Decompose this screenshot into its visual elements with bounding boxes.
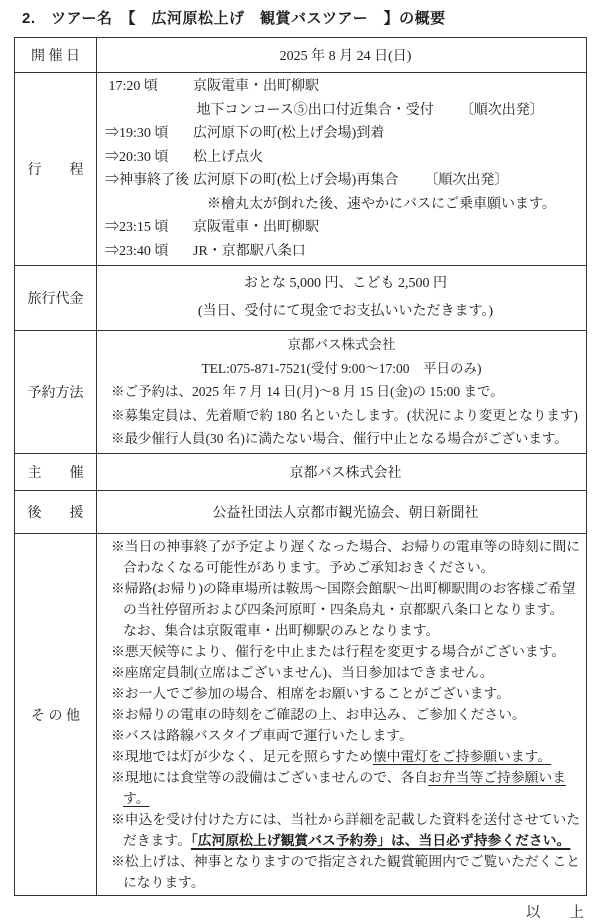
note-item: [105, 578, 586, 641]
event-date-value: 2025 年 8 月 24 日(日): [97, 38, 587, 73]
itinerary-line: [105, 169, 586, 193]
booking-line: ※最少催行人員(30 名)に満たない場合、催行中止となる場合がございます。: [111, 431, 568, 447]
itinerary-time: [105, 193, 193, 217]
other-notes-cell: [97, 534, 587, 896]
price-label: 旅行代金: [15, 266, 97, 331]
booking-label: 予約方法: [15, 331, 97, 454]
itinerary-line: [105, 146, 586, 170]
itinerary-text: 広河原下の町(松上げ会場)到着: [193, 126, 385, 141]
booking-line: ※ご予約は、2025 年 7 月 14 日(月)〜8 月 15 日(金)の 15:00 まで。: [111, 384, 504, 400]
note-item: [105, 809, 586, 851]
note-item: [105, 641, 586, 662]
other-notes-list: [105, 536, 586, 893]
note-text-bold-underlined: 「広河原松上げ観賞バス予約券」は、当日必ず持参ください。: [190, 833, 571, 848]
booking-lines: [105, 333, 586, 451]
itinerary-line: [105, 216, 586, 240]
itinerary-line: [105, 122, 586, 146]
itinerary-line: [105, 193, 586, 217]
itinerary-text: 京阪電車・出町柳駅: [193, 220, 319, 235]
note-item: [105, 536, 586, 578]
itinerary-label: 行 程: [15, 73, 97, 266]
note-text-underlined: お弁当等ご持参願います。: [123, 770, 567, 806]
note-item: [105, 746, 586, 767]
note-text: なお、集合は京阪電車・出町柳駅のみとなります。: [123, 623, 440, 638]
booking-line: ※募集定員は、先着順で約 180 名といたします。(状況により変更となります): [111, 407, 578, 423]
row-price: [15, 266, 587, 331]
row-organizer: [15, 454, 587, 491]
organizer-value: 京都バス株式会社: [97, 454, 587, 491]
note-text-underlined: 懐中電灯をご持参願います。: [372, 749, 552, 764]
itinerary-departure-note: 〔順次出発〕: [424, 173, 509, 188]
row-other-notes: [15, 534, 587, 896]
note-item: [105, 851, 586, 893]
booking-line: 京都バス株式会社: [287, 337, 396, 353]
note-text: ※バスは路線バスタイプ車両で運行いたします。: [111, 728, 413, 743]
price-lines: [105, 270, 586, 326]
note-text: ※お一人でご参加の場合、相席をお願いすることがございます。: [111, 686, 511, 701]
other-notes-label: そ の 他: [15, 534, 97, 896]
row-booking: [15, 331, 587, 454]
event-date-label: 開 催 日: [15, 38, 97, 73]
note-item: [105, 767, 586, 809]
note-item: [105, 662, 586, 683]
organizer-label: 主 催: [15, 454, 97, 491]
note-text: ※申込を受け付けた方には、当社から詳細を記載した資料を送付させていただきます。: [111, 812, 581, 848]
note-text: ※悪天候等により、催行を中止または行程を変更する場合がございます。: [111, 644, 566, 659]
itinerary-time: ⇒23:15 頃: [105, 220, 169, 235]
itinerary-text: 広河原下の町(松上げ会場)再集合: [193, 173, 399, 188]
note-text: ※現地には食堂等の設備はございませんので、各自: [111, 770, 429, 785]
itinerary-cell: [97, 73, 587, 266]
note-text: ※お帰りの電車の時刻をご確認の上、お申込み、ご参加ください。: [111, 707, 526, 722]
itinerary-text: JR・京都駅八条口: [193, 243, 306, 259]
itinerary-time: 17:20 頃: [105, 79, 158, 94]
closing-mark: 以 上: [526, 905, 584, 921]
note-text: ※帰路(お帰り)の降車場所は鞍馬〜国際会館駅〜出町柳駅間のお客様ご希望の当社停留所および四条河原町・四条烏丸・京都駅八条口となります。: [111, 581, 576, 617]
itinerary-line: [105, 75, 586, 99]
booking-line: TEL:075-871-7521(受付 9:00〜17:00 平日のみ): [201, 360, 482, 376]
price-line: (当日、受付にて現金でお支払いいただきます。): [197, 304, 494, 319]
itinerary-line: [105, 99, 586, 123]
tour-overview-table: [14, 37, 587, 896]
itinerary-time: ⇒19:30 頃: [105, 126, 169, 141]
note-item: [105, 725, 586, 746]
itinerary-text: ※檜丸太が倒れた後、速やかにバスにご乗車願います。: [193, 196, 556, 212]
price-line: おとな 5,000 円、こども 2,500 円: [244, 276, 447, 291]
itinerary-text: 地下コンコース⑤出口付近集合・受付: [193, 102, 434, 118]
note-item: [105, 704, 586, 725]
row-itinerary: [15, 73, 587, 266]
itinerary-time: ⇒20:30 頃: [105, 149, 169, 165]
note-text: ※松上げは、神事となりますので指定された観賞範囲内でご覧いただくことになります。: [111, 854, 581, 890]
note-text: ※現地では灯が少なく、足元を照らすため: [111, 749, 373, 764]
note-text: ※座席定員制(立席はございません)、当日参加はできません。: [111, 665, 494, 680]
itinerary-lines: [105, 75, 586, 263]
booking-cell: [97, 331, 587, 454]
itinerary-text: 京阪電車・出町柳駅: [193, 79, 319, 94]
itinerary-time: ⇒神事終了後: [105, 173, 189, 188]
itinerary-departure-note: 〔順次出発〕: [459, 102, 544, 118]
support-label: 後 援: [15, 491, 97, 534]
itinerary-line: [105, 240, 586, 264]
row-event-date: [15, 38, 587, 73]
note-item: [105, 683, 586, 704]
itinerary-text: 松上げ点火: [193, 149, 263, 165]
support-value: 公益社団法人京都市観光協会、朝日新聞社: [97, 491, 587, 534]
document-page: [0, 7, 600, 921]
itinerary-time: [105, 99, 193, 123]
row-support: [15, 491, 587, 534]
note-text: ※当日の神事終了が予定より遅くなった場合、お帰りの電車等の時刻に間に合わなくなる可能性があります。予めご承知おきください。: [111, 539, 581, 575]
price-cell: [97, 266, 587, 331]
page-title: 2. ツアー名 【 広河原松上げ 観賞バスツアー 】の概要: [22, 10, 446, 27]
itinerary-time: ⇒23:40 頃: [105, 243, 169, 259]
